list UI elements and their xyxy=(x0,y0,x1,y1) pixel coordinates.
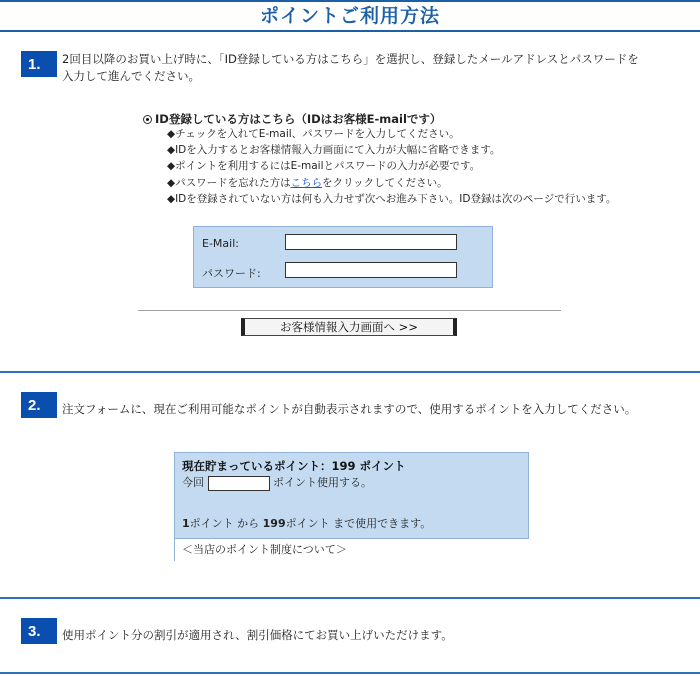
step-1-line-2: 入力して進んでください。 xyxy=(62,69,200,83)
instruction-item-forgot-password xyxy=(167,175,616,191)
instruction-item: ◆IDを登録されていない方は何も入力せず次へお進み下さい。ID登録は次のページで行います。 xyxy=(167,192,617,205)
page-title-bar xyxy=(0,0,700,32)
section-divider xyxy=(0,597,700,599)
points-range-text xyxy=(182,515,431,531)
points-range-mid: ポイント から xyxy=(189,517,263,530)
step-1-badge: 1. xyxy=(21,51,57,77)
use-points-row xyxy=(182,474,372,491)
use-points-input[interactable] xyxy=(208,476,270,491)
email-label: E-Mail: xyxy=(202,237,239,250)
step-1-text xyxy=(62,51,639,85)
instruction-item: ◆IDを入力するとお客様情報入力画面にて入力が大幅に省略できます。 xyxy=(167,144,501,157)
forgot-password-text-before: ◆パスワードを忘れた方は xyxy=(167,176,291,189)
use-points-suffix: ポイント使用する。 xyxy=(273,476,372,489)
points-panel xyxy=(174,452,529,539)
id-registered-radio-option[interactable] xyxy=(143,111,441,127)
radio-button-selected-icon[interactable] xyxy=(143,115,152,124)
step-2-text: 注文フォームに、現在ご利用可能なポイントが自動表示されますので、使用するポイントを入力してください。 xyxy=(62,402,637,416)
section-divider xyxy=(0,371,700,373)
id-registered-radio-label: ID登録している方はこちら（IDはお客様E-mailです） xyxy=(155,112,442,126)
current-points-title: 現在貯まっているポイント：199 ポイント xyxy=(182,459,406,473)
page-title: ポイントご利用方法 xyxy=(259,5,440,27)
step-3-badge: 3. xyxy=(21,618,57,644)
section-divider xyxy=(0,672,700,674)
points-range-end: ポイント まで使用できます。 xyxy=(285,517,432,530)
step-2-badge: 2. xyxy=(21,392,57,418)
divider xyxy=(138,310,561,311)
login-form-panel xyxy=(193,226,493,288)
instruction-item: ◆ポイントを利用するにはE-mailとパスワードの入力が必要です。 xyxy=(167,160,481,173)
forgot-password-text-after: をクリックしてください。 xyxy=(322,176,448,189)
point-system-link[interactable]: ＜当店のポイント制度について＞ xyxy=(174,539,529,561)
max-points: 199 xyxy=(262,517,286,530)
password-field[interactable] xyxy=(285,262,457,278)
login-instructions xyxy=(167,126,616,207)
step-1-line-1: 2回目以降のお買い上げ時に、「ID登録している方はこちら」を選択し、登録したメールアドレスとパスワードを xyxy=(62,52,639,66)
email-field[interactable] xyxy=(285,234,457,250)
password-label: パスワード: xyxy=(202,267,261,280)
step-3-text: 使用ポイント分の割引が適用され、割引価格にてお買い上げいただけます。 xyxy=(62,628,453,642)
forgot-password-link[interactable]: こちら xyxy=(290,176,323,189)
min-points: 1 xyxy=(182,517,190,530)
use-points-prefix: 今回 xyxy=(182,476,204,489)
proceed-to-customer-info-button[interactable]: お客様情報入力画面へ >> xyxy=(241,318,457,336)
instruction-item: ◆チェックを入れてE-mail、パスワードを入力してください。 xyxy=(167,128,460,140)
